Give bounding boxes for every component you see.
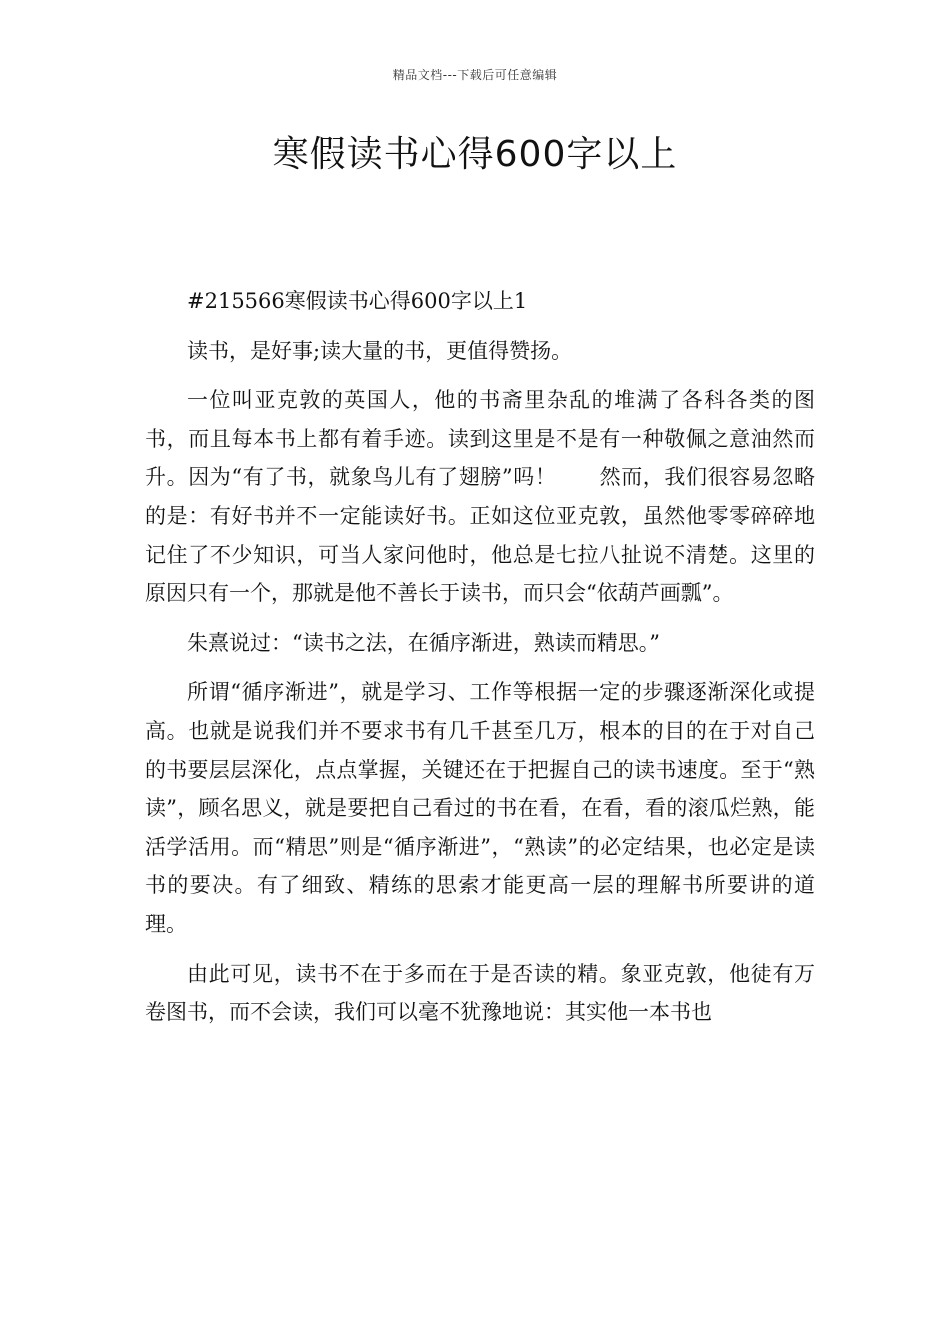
paragraph: 由此可见，读书不在于多而在于是否读的精。象亚克敦，他徒有万卷图书，而不会读，我们可以毫不犹豫地说：其实他一本书也 [145, 961, 815, 1025]
document-body [145, 282, 815, 1043]
paragraph: 一位叫亚克敦的英国人，他的书斋里杂乱的堆满了各科各类的图书，而且每本书上都有着手迹。读到这里是不是有一种敬佩之意油然而升。因为“有了书，就象鸟儿有了翅膀”吗！ 然而，我们很容易忽略的是：有好书并不一定能读好书。正如这位亚克敦，虽然他零零碎碎地记住了不少知识，可当人家问他时，他总是七拉八扯说不清楚。这里的原因只有一个，那就是他不善长于读书，而只会“依葫芦画瓢”。 [145, 388, 815, 606]
paragraph: 所谓“循序渐进”，就是学习、工作等根据一定的步骤逐渐深化或提高。也就是说我们并不要求书有几千甚至几万，根本的目的在于对自己的书要层层深化，点点掌握，关键还在于把握自己的读书速度。至于“熟读”，顾名思义，就是要把自己看过的书在看，在看，看的滚瓜烂熟，能活学活用。而“精思”则是“循序渐进”，“熟读”的必定结果，也必定是读书的要决。有了细致、精练的思索才能更高一层的理解书所要讲的道理。 [145, 680, 815, 936]
document-title: 寒假读书心得600字以上 [272, 134, 678, 175]
paragraph: 朱熹说过：“读书之法，在循序渐进，熟读而精思。” [187, 630, 660, 655]
paragraph-heading: #215566寒假读书心得600字以上1 [187, 289, 528, 313]
paragraph: 读书，是好事;读大量的书，更值得赞扬。 [187, 338, 573, 363]
header-note: 精品文档---下载后可任意编辑 [392, 68, 558, 82]
